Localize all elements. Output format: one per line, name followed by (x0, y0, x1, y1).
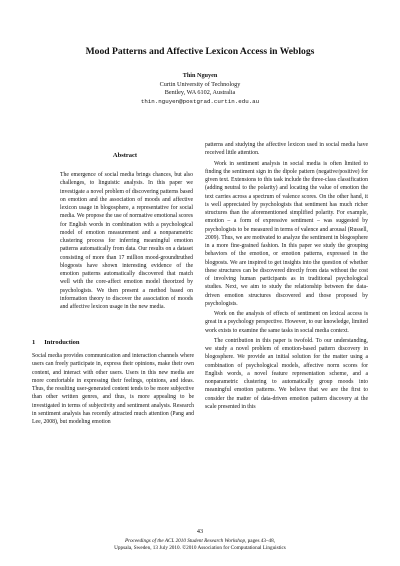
section-number: 1 (32, 339, 36, 346)
right-column-body (205, 141, 368, 411)
intro-paragraph: Social media provides communication and interaction channels where users can freely participate in, express their opinions, make their own content, and interact with other users. Users in this new media are more comfortable in expressing their feelings, opinions, and ideas. Thus, the resulting user-generated content tends to be more subjective than other written genres, and thus, is more appealing to be investigated in terms of subjectivity and sentiment analysis. Research in sentiment analysis has recently attracted much attention (Pang and Lee, 2008), but modeling emotion (32, 353, 194, 425)
footer-pages: , pages 43–48, (245, 538, 276, 544)
abstract-heading: Abstract (112, 152, 138, 159)
page-number: 43 (196, 528, 204, 535)
author-block (0, 72, 400, 106)
author-email: thin.nguyen@postgrad.curtin.edu.au (140, 97, 260, 105)
author-name: Thin Nguyen (182, 72, 218, 79)
footer-venue: Proceedings of the ACL 2010 Student Research Workshop (124, 538, 246, 544)
paper-title: Mood Patterns and Affective Lexicon Access in Weblogs (85, 46, 315, 57)
author-address: Bentley, WA 6102, Australia (164, 89, 236, 97)
page-footer (0, 538, 400, 552)
right-paragraph-1: patterns and studying the affective lexicon used in social media have received little attention. (205, 142, 368, 157)
left-column-body (32, 352, 194, 426)
right-paragraph-4: The contribution in this paper is twofold. To our understanding, we study a novel problem of emotion-based pattern discovery in blogosphere. We provide an initial solution for the matter using a combination of psychological models, affective norm scores for English words, a novel feature representation scheme, and a nonparametric clustering to automatically group moods into meaningful emotion patterns. We believe that we are the first to consider the matter of data-driven emotion pattern discovery at the scale presented in this (205, 337, 368, 410)
section-title: Introduction (44, 339, 80, 346)
abstract-body (60, 171, 193, 311)
author-affiliation: Curtin University of Technology (159, 80, 241, 88)
section-heading-introduction (32, 339, 192, 346)
footer-location: Uppsala, Sweden, 13 July 2010. ©2010 Association for Computational Linguistics (114, 545, 286, 552)
right-paragraph-3: Work on the analysis of effects of sentiment on lexical access is great in a psychology perspective. However, to our knowledge, limited work exists to examine the same tasks in social media context. (205, 311, 368, 334)
abstract-text: The emergence of social media brings chances, but also challenges, to linguistic analysis. In this paper we investigate a novel problem of discovering patterns based on emotion and the association of moods and affective lexicon usage in blogosphere, a representative for social media. We propose the use of normative emotional scores for English words in combination with a psychological model of emotion measurement and a nonparametric clustering process for inferring meaningful emotion patterns automatically from data. Our results on a dataset consisting of more than 17 million mood-groundtruthed blogposts have shown interesting evidence of the emotion patterns automatically discovered that match well with the core-affect emotion model theorized by psychologists. We then present a method based on information theory to discover the association of moods and affective lexicon usage in the new media. (60, 172, 193, 310)
right-paragraph-2: Work in sentiment analysis in social media is often limited to finding the sentiment sign in the dipole pattern (negative/positive) for given text. Extensions to this task include the three-class classification (adding neutral to the polarity) and locating the value of emotion the text carries across a spectrum of valence scores. On the other hand, it is well appreciated by psychologists that sentiment has much richer structures than the aforementioned simplified polarity. For example, emotion – a form of expressive sentiment – was suggested by psychologists to be measured in terms of valence and arousal (Russell, 2009). Thus, we are motivated to analyze the sentiment in blogosphere in a more fine-grained fashion. In this paper we study the grouping behaviors of the emotion, or emotion patterns, expressed in the blogposts. We are inspired to get insights into the question of whether these structures can be discovered directly from data without the cost of involving human participants as in traditional psychological studies. Next, we aim to study the relationship between the data-driven emotion structures discovered and those proposed by psychologists. (205, 160, 368, 307)
